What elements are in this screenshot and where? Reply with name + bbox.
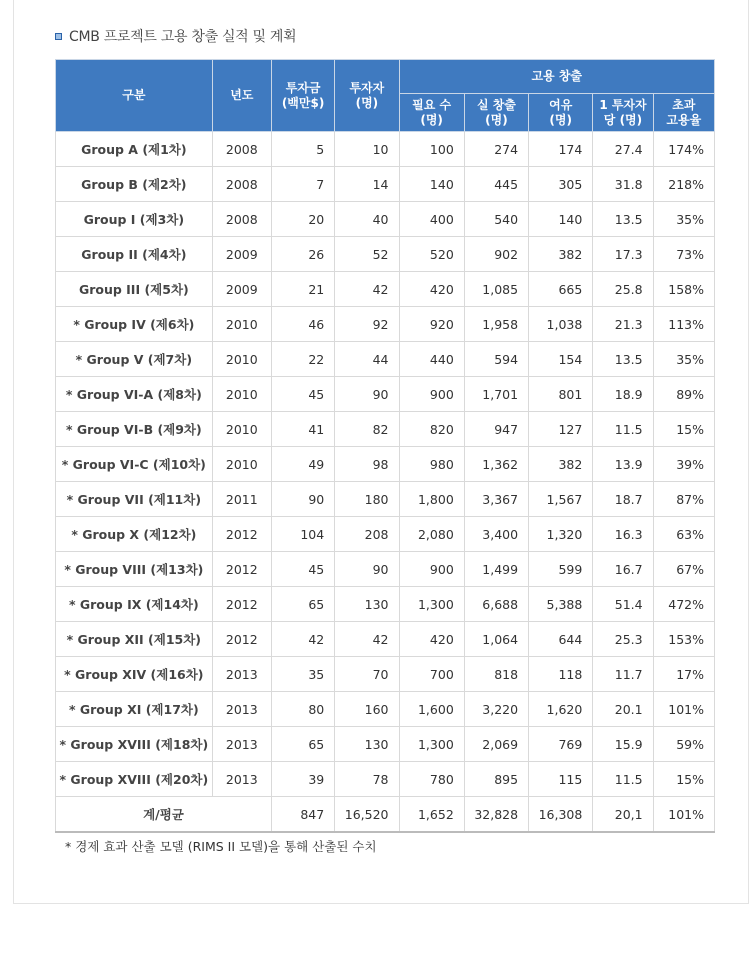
cell-year: 2013 — [212, 762, 271, 797]
cell-name: Group B (제2차) — [56, 167, 213, 202]
cell-name: * Group XII (제15차) — [56, 622, 213, 657]
cell-required: 2,080 — [399, 517, 464, 552]
cell-actual: 3,400 — [464, 517, 528, 552]
cell-year: 2008 — [212, 167, 271, 202]
cell-actual: 3,220 — [464, 692, 528, 727]
cell-year: 2010 — [212, 447, 271, 482]
cell-required: 420 — [399, 622, 464, 657]
cell-investors: 98 — [335, 447, 399, 482]
cell-actual: 6,688 — [464, 587, 528, 622]
header-excess-label: 초과 — [672, 97, 696, 112]
header-required-label: 필요 수 — [412, 97, 452, 112]
cell-name: * Group V (제7차) — [56, 342, 213, 377]
cell-invest: 41 — [271, 412, 334, 447]
cell-invest: 21 — [271, 272, 334, 307]
cell-name: Group A (제1차) — [56, 132, 213, 167]
cell-name: * Group XI (제17차) — [56, 692, 213, 727]
cell-per: 13.5 — [593, 342, 653, 377]
header-investment — [271, 60, 334, 132]
cell-excess: 89% — [653, 377, 714, 412]
cell-investors: 70 — [335, 657, 399, 692]
cell-surplus: 801 — [529, 377, 593, 412]
cell-invest: 7 — [271, 167, 334, 202]
cell-per: 31.8 — [593, 167, 653, 202]
cell-excess: 218% — [653, 167, 714, 202]
table-row — [56, 272, 715, 307]
cell-year: 2012 — [212, 552, 271, 587]
table-body — [56, 132, 715, 797]
table-row — [56, 307, 715, 342]
cell-invest: 104 — [271, 517, 334, 552]
cell-investors: 92 — [335, 307, 399, 342]
cell-name: * Group XVIII (제18차) — [56, 727, 213, 762]
cell-required: 1,600 — [399, 692, 464, 727]
cell-name: * Group VI-B (제9차) — [56, 412, 213, 447]
cell-required: 900 — [399, 552, 464, 587]
cell-invest: 22 — [271, 342, 334, 377]
cell-required: 520 — [399, 237, 464, 272]
cell-investors: 44 — [335, 342, 399, 377]
cell-actual: 818 — [464, 657, 528, 692]
cell-year: 2012 — [212, 587, 271, 622]
cell-per: 18.9 — [593, 377, 653, 412]
cell-investors: 14 — [335, 167, 399, 202]
table-row — [56, 202, 715, 237]
cell-year: 2009 — [212, 237, 271, 272]
cell-invest: 39 — [271, 762, 334, 797]
cell-investors: 78 — [335, 762, 399, 797]
cell-surplus: 1,620 — [529, 692, 593, 727]
header-excess-unit: 고용율 — [666, 112, 702, 127]
cell-name: * Group XVIII (제20차) — [56, 762, 213, 797]
cell-actual: 594 — [464, 342, 528, 377]
cell-year: 2011 — [212, 482, 271, 517]
header-actual-unit: (명) — [485, 112, 508, 127]
cell-year: 2010 — [212, 377, 271, 412]
cell-actual: 1,064 — [464, 622, 528, 657]
cell-excess: 113% — [653, 307, 714, 342]
cell-per: 25.8 — [593, 272, 653, 307]
cell-excess: 59% — [653, 727, 714, 762]
header-required — [399, 94, 464, 132]
cell-actual: 1,362 — [464, 447, 528, 482]
cell-year: 2010 — [212, 342, 271, 377]
cell-excess: 472% — [653, 587, 714, 622]
cell-surplus: 382 — [529, 447, 593, 482]
cell-investors: 52 — [335, 237, 399, 272]
cell-name: * Group X (제12차) — [56, 517, 213, 552]
cell-invest: 45 — [271, 552, 334, 587]
cell-required: 920 — [399, 307, 464, 342]
cell-surplus: 769 — [529, 727, 593, 762]
cell-name: Group II (제4차) — [56, 237, 213, 272]
cell-investors: 130 — [335, 727, 399, 762]
header-investors-unit: (명) — [355, 95, 379, 110]
cell-surplus: 305 — [529, 167, 593, 202]
table-row — [56, 167, 715, 202]
table-row — [56, 447, 715, 482]
cell-actual: 445 — [464, 167, 528, 202]
cell-name: * Group VI-C (제10차) — [56, 447, 213, 482]
cell-per: 11.5 — [593, 412, 653, 447]
cell-per: 16.3 — [593, 517, 653, 552]
total-required: 1,652 — [399, 797, 464, 833]
header-actual — [464, 94, 528, 132]
cell-name: * Group XIV (제16차) — [56, 657, 213, 692]
cell-year: 2012 — [212, 517, 271, 552]
cell-per: 27.4 — [593, 132, 653, 167]
header-per-investor-unit: 당 (명) — [603, 112, 643, 127]
cell-surplus: 115 — [529, 762, 593, 797]
cell-invest: 42 — [271, 622, 334, 657]
cell-excess: 63% — [653, 517, 714, 552]
cell-surplus: 382 — [529, 237, 593, 272]
cell-year: 2010 — [212, 307, 271, 342]
cell-surplus: 665 — [529, 272, 593, 307]
cell-required: 1,300 — [399, 727, 464, 762]
header-actual-label: 실 창출 — [476, 97, 516, 112]
table-row — [56, 692, 715, 727]
cell-surplus: 174 — [529, 132, 593, 167]
cell-invest: 80 — [271, 692, 334, 727]
cell-year: 2010 — [212, 412, 271, 447]
table-row — [56, 727, 715, 762]
cell-investors: 82 — [335, 412, 399, 447]
cell-required: 400 — [399, 202, 464, 237]
table-row — [56, 342, 715, 377]
cell-invest: 20 — [271, 202, 334, 237]
cell-actual: 1,499 — [464, 552, 528, 587]
cell-required: 820 — [399, 412, 464, 447]
cell-required: 980 — [399, 447, 464, 482]
total-surplus: 16,308 — [529, 797, 593, 833]
cell-required: 1,800 — [399, 482, 464, 517]
cell-investors: 180 — [335, 482, 399, 517]
cell-actual: 2,069 — [464, 727, 528, 762]
cell-actual: 1,085 — [464, 272, 528, 307]
cell-investors: 40 — [335, 202, 399, 237]
cell-per: 13.5 — [593, 202, 653, 237]
cell-investors: 90 — [335, 552, 399, 587]
cell-per: 17.3 — [593, 237, 653, 272]
cell-invest: 46 — [271, 307, 334, 342]
header-per-investor — [593, 94, 653, 132]
table-row — [56, 237, 715, 272]
section-title — [55, 26, 296, 46]
cell-invest: 5 — [271, 132, 334, 167]
job-creation-table — [55, 59, 715, 833]
table-row — [56, 762, 715, 797]
cell-investors: 160 — [335, 692, 399, 727]
cell-name: Group III (제5차) — [56, 272, 213, 307]
cell-year: 2009 — [212, 272, 271, 307]
total-invest: 847 — [271, 797, 334, 833]
cell-per: 15.9 — [593, 727, 653, 762]
cell-name: Group I (제3차) — [56, 202, 213, 237]
section-title-text: CMB 프로젝트 고용 창출 실적 및 계획 — [69, 29, 297, 45]
cell-surplus: 5,388 — [529, 587, 593, 622]
cell-required: 140 — [399, 167, 464, 202]
table-row — [56, 622, 715, 657]
cell-required: 700 — [399, 657, 464, 692]
cell-investors: 42 — [335, 272, 399, 307]
cell-surplus: 154 — [529, 342, 593, 377]
header-investment-label: 투자금 — [285, 80, 321, 95]
cell-required: 440 — [399, 342, 464, 377]
header-required-unit: (명) — [420, 112, 443, 127]
cell-actual: 274 — [464, 132, 528, 167]
cell-actual: 3,367 — [464, 482, 528, 517]
cell-invest: 49 — [271, 447, 334, 482]
total-per: 20,1 — [593, 797, 653, 833]
cell-excess: 87% — [653, 482, 714, 517]
header-investment-unit: (백만$) — [281, 95, 325, 110]
cell-investors: 42 — [335, 622, 399, 657]
cell-per: 13.9 — [593, 447, 653, 482]
table-row — [56, 412, 715, 447]
cell-actual: 540 — [464, 202, 528, 237]
cell-year: 2013 — [212, 657, 271, 692]
cell-per: 16.7 — [593, 552, 653, 587]
cell-investors: 130 — [335, 587, 399, 622]
header-surplus — [529, 94, 593, 132]
header-surplus-unit: (명) — [549, 112, 572, 127]
table-row — [56, 587, 715, 622]
cell-per: 11.5 — [593, 762, 653, 797]
total-actual: 32,828 — [464, 797, 528, 833]
cell-name: * Group IV (제6차) — [56, 307, 213, 342]
cell-surplus: 140 — [529, 202, 593, 237]
table-row — [56, 517, 715, 552]
cell-surplus: 1,038 — [529, 307, 593, 342]
cell-excess: 153% — [653, 622, 714, 657]
table-row — [56, 657, 715, 692]
cell-excess: 35% — [653, 342, 714, 377]
header-investors-label: 투자자 — [349, 80, 385, 95]
cell-actual: 1,958 — [464, 307, 528, 342]
cell-investors: 208 — [335, 517, 399, 552]
cell-invest: 45 — [271, 377, 334, 412]
footnote: * 경제 효과 산출 모델 (RIMS II 모델)을 통해 산출된 수치 — [65, 839, 377, 854]
cell-investors: 10 — [335, 132, 399, 167]
cell-required: 1,300 — [399, 587, 464, 622]
cell-excess: 15% — [653, 762, 714, 797]
cell-required: 420 — [399, 272, 464, 307]
cell-per: 25.3 — [593, 622, 653, 657]
cell-name: * Group VII (제11차) — [56, 482, 213, 517]
header-category: 구분 — [56, 60, 213, 132]
header-surplus-label: 여유 — [549, 97, 573, 112]
total-label: 계/평균 — [56, 797, 272, 833]
header-year: 년도 — [212, 60, 271, 132]
cell-per: 21.3 — [593, 307, 653, 342]
header-excess — [653, 94, 714, 132]
cell-excess: 73% — [653, 237, 714, 272]
cell-name: * Group VIII (제13차) — [56, 552, 213, 587]
cell-year: 2013 — [212, 727, 271, 762]
cell-excess: 101% — [653, 692, 714, 727]
cell-surplus: 1,320 — [529, 517, 593, 552]
square-bullet-icon — [55, 33, 62, 40]
cell-excess: 35% — [653, 202, 714, 237]
cell-excess: 174% — [653, 132, 714, 167]
table-row — [56, 482, 715, 517]
cell-name: * Group VI-A (제8차) — [56, 377, 213, 412]
cell-excess: 39% — [653, 447, 714, 482]
cell-surplus: 1,567 — [529, 482, 593, 517]
cell-year: 2008 — [212, 202, 271, 237]
cell-per: 11.7 — [593, 657, 653, 692]
cell-investors: 90 — [335, 377, 399, 412]
header-job-creation: 고용 창출 — [399, 60, 715, 94]
table-row — [56, 552, 715, 587]
cell-per: 20.1 — [593, 692, 653, 727]
cell-name: * Group IX (제14차) — [56, 587, 213, 622]
cell-invest: 65 — [271, 727, 334, 762]
total-investors: 16,520 — [335, 797, 399, 833]
table-row — [56, 377, 715, 412]
cell-surplus: 118 — [529, 657, 593, 692]
cell-invest: 90 — [271, 482, 334, 517]
cell-excess: 158% — [653, 272, 714, 307]
cell-excess: 15% — [653, 412, 714, 447]
cell-year: 2008 — [212, 132, 271, 167]
cell-required: 100 — [399, 132, 464, 167]
cell-required: 900 — [399, 377, 464, 412]
cell-surplus: 644 — [529, 622, 593, 657]
header-per-investor-label: 1 투자자 — [599, 97, 647, 112]
cell-invest: 26 — [271, 237, 334, 272]
cell-invest: 35 — [271, 657, 334, 692]
cell-actual: 947 — [464, 412, 528, 447]
cell-actual: 895 — [464, 762, 528, 797]
total-row — [56, 797, 715, 833]
cell-year: 2012 — [212, 622, 271, 657]
cell-year: 2013 — [212, 692, 271, 727]
cell-surplus: 127 — [529, 412, 593, 447]
cell-actual: 902 — [464, 237, 528, 272]
cell-per: 18.7 — [593, 482, 653, 517]
cell-required: 780 — [399, 762, 464, 797]
total-excess: 101% — [653, 797, 714, 833]
header-investors — [335, 60, 399, 132]
cell-per: 51.4 — [593, 587, 653, 622]
cell-surplus: 599 — [529, 552, 593, 587]
cell-excess: 67% — [653, 552, 714, 587]
cell-actual: 1,701 — [464, 377, 528, 412]
cell-excess: 17% — [653, 657, 714, 692]
cell-invest: 65 — [271, 587, 334, 622]
table-row — [56, 132, 715, 167]
